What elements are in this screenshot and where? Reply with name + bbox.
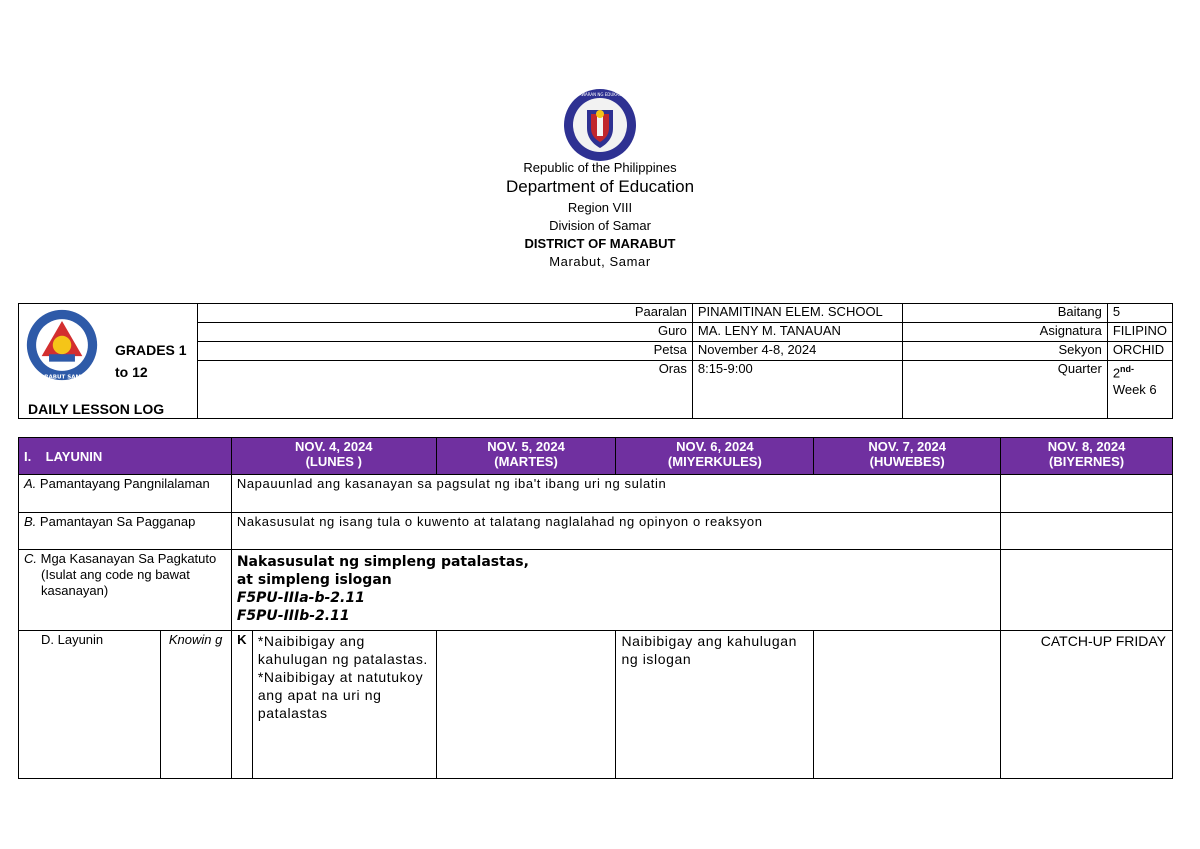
day-header-wed xyxy=(616,438,814,475)
date-value: November 4-8, 2024 xyxy=(692,342,902,361)
info-table xyxy=(18,303,1173,419)
deped-seal xyxy=(563,88,637,162)
section-label: Sekyon xyxy=(902,342,1107,361)
quarter-number: 2 xyxy=(1112,365,1121,381)
row-a-letter: A. xyxy=(24,476,37,491)
day-name: (HUWEBES) xyxy=(869,454,945,469)
mon-objective-2: *Naibibigay at natutukoy ang apat na uri ng patalastas xyxy=(257,669,424,721)
row-c-content xyxy=(231,550,1000,631)
day-header-fri xyxy=(1001,438,1173,475)
day-name: (LUNES ) xyxy=(305,454,362,469)
row-a-empty xyxy=(1001,475,1173,513)
competency-code-1: F5PU-IIIa-b-2.11 xyxy=(236,590,365,606)
division-line: Division of Samar xyxy=(549,218,651,233)
row-c-empty xyxy=(1001,550,1173,631)
region-line: Region VIII xyxy=(567,200,633,215)
row-c-letter: C. xyxy=(24,551,37,566)
grades-label-2: to 12 xyxy=(115,364,148,380)
row-c-text: Mga Kasanayan Sa Pagkatuto xyxy=(40,551,217,566)
grades-label-1: GRADES 1 xyxy=(115,342,187,358)
quarter-suffix: nd- xyxy=(1120,364,1135,375)
row-a-content: Napauunlad ang kasanayan sa pagsulat ng iba't ibang uri ng sulatin xyxy=(231,475,1000,513)
subject-label: Asignatura xyxy=(902,323,1107,342)
competency-line-2: at simpleng islogan xyxy=(236,572,392,588)
row-c-note: (Isulat ang code ng bawat kasanayan) xyxy=(41,567,190,598)
school-label: Paaralan xyxy=(198,304,693,323)
lesson-table xyxy=(18,437,1173,779)
row-b-letter: B. xyxy=(24,514,37,529)
republic-line: Republic of the Philippines xyxy=(523,160,677,175)
row-a-text: Pamantayang Pangnilalaman xyxy=(39,476,210,491)
district-logo xyxy=(25,308,99,382)
day-name: (MIYERKULES) xyxy=(667,454,762,469)
row-d-wed: Naibibigay ang kahulugan ng islogan xyxy=(616,631,814,779)
quarter-week: Week 6 xyxy=(1112,381,1157,397)
row-d-k: K xyxy=(231,631,252,779)
time-label: Oras xyxy=(198,361,693,419)
competency-line-1: Nakasusulat ng simpleng patalastas, xyxy=(236,554,529,570)
row-b-text: Pamantayan Sa Pagganap xyxy=(39,514,196,529)
date-label: Petsa xyxy=(198,342,693,361)
day-header-mon xyxy=(231,438,436,475)
quarter-label: Quarter xyxy=(902,361,1107,419)
day-date: NOV. 4, 2024 xyxy=(294,439,373,454)
day-name: (MARTES) xyxy=(494,454,558,469)
row-d-tue xyxy=(436,631,616,779)
competency-code-2: F5PU-IIIb-2.11 xyxy=(236,608,350,624)
row-b-content: Nakasusulat ng isang tula o kuwento at talatang naglalahad ng opinyon o reaksyon xyxy=(231,513,1000,550)
department-title: Department of Education xyxy=(505,177,695,196)
logo-text: MARABUT SAMAR xyxy=(34,374,90,381)
subject-value: FILIPINO xyxy=(1107,323,1172,342)
grade-label: Baitang xyxy=(902,304,1107,323)
row-c-label xyxy=(19,550,232,631)
district-line: DISTRICT OF MARABUT xyxy=(524,236,676,251)
time-value: 8:15-9:00 xyxy=(692,361,902,419)
grade-value: 5 xyxy=(1107,304,1172,323)
day-date: NOV. 5, 2024 xyxy=(487,439,565,454)
day-name: (BIYERNES) xyxy=(1048,454,1125,469)
row-d-thu xyxy=(814,631,1001,779)
row-d-domain: Knowin g xyxy=(160,631,231,779)
day-header-tue xyxy=(436,438,616,475)
day-header-thu xyxy=(814,438,1001,475)
row-a-label xyxy=(19,475,232,513)
mon-objective-1: *Naibibigay ang kahulugan ng patalastas. xyxy=(257,633,428,667)
section-value: ORCHID xyxy=(1107,342,1172,361)
day-date: NOV. 8, 2024 xyxy=(1047,439,1126,454)
day-date: NOV. 7, 2024 xyxy=(868,439,946,454)
row-d-label: D. Layunin xyxy=(19,631,161,779)
row-b-label xyxy=(19,513,232,550)
town-line: Marabut, Samar xyxy=(549,254,651,269)
row-b-empty xyxy=(1001,513,1173,550)
school-value: PINAMITINAN ELEM. SCHOOL xyxy=(692,304,902,323)
day-date: NOV. 6, 2024 xyxy=(676,439,754,454)
section-title: I. LAYUNIN xyxy=(19,438,232,475)
seal-text: KAGAWARAN NG EDUKASYON xyxy=(570,92,630,97)
teacher-value: MA. LENY M. TANAUAN xyxy=(692,323,902,342)
teacher-label: Guro xyxy=(198,323,693,342)
row-d-fri: CATCH-UP FRIDAY xyxy=(1001,631,1173,779)
row-d-mon xyxy=(252,631,436,779)
quarter-value xyxy=(1107,361,1172,419)
logo-cell xyxy=(19,304,198,419)
dll-label: DAILY LESSON LOG xyxy=(28,401,165,417)
